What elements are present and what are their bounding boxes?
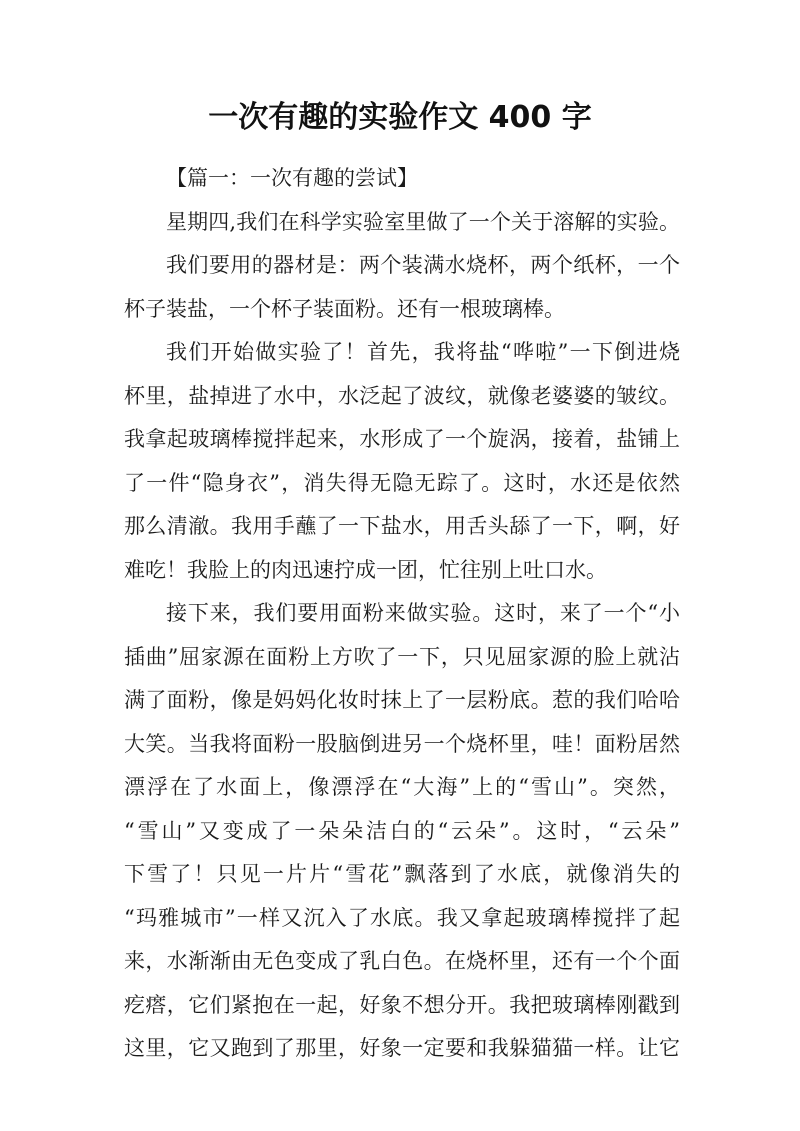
document-title: 一次有趣的实验作文 400 字 — [208, 100, 592, 135]
body-text-line: 下雪了！只见一片片“雪花”飘落到了水底，就像消失的 — [124, 862, 680, 886]
body-text-line: 我们开始做实验了！首先，我将盐“哗啦”一下倒进烧 — [166, 340, 680, 364]
body-text-line: 疙瘩，它们紧抱在一起，好象不想分开。我把玻璃棒刚戳到 — [124, 992, 680, 1017]
body-text-line: 我拿起玻璃棒搅拌起来，水形成了一个旋涡，接着，盐铺上 — [124, 427, 680, 451]
body-text-line: 星期四,我们在科学实验室里做了一个关于溶解的实验。 — [166, 209, 680, 234]
body-text-line: 难吃！我脸上的肉迅速拧成一团，忙往别上吐口水。 — [124, 557, 607, 582]
body-text-line: 杯子装盐，一个杯子装面粉。还有一根玻璃棒。 — [124, 296, 565, 321]
section-heading: 【篇一：一次有趣的尝试】 — [166, 166, 418, 190]
body-text-line: 大笑。当我将面粉一股脑倒进另一个烧杯里，哇！面粉居然 — [124, 731, 680, 756]
body-text-line: 接下来，我们要用面粉来做实验。这时，来了一个“小 — [166, 601, 680, 625]
body-text-line: 了一件“隐身衣”，消失得无隐无踪了。这时，水还是依然 — [124, 470, 680, 495]
body-text-line: 来，水渐渐由无色变成了乳白色。在烧杯里，还有一个个面 — [124, 949, 680, 973]
body-text-line: 插曲”屈家源在面粉上方吹了一下，只见屈家源的脸上就沾 — [124, 644, 680, 669]
body-text-line: 杯里，盐掉进了水中，水泛起了波纹，就像老婆婆的皱纹。 — [124, 383, 680, 408]
body-text-line: 那么清澈。我用手蘸了一下盐水，用舌头舔了一下，啊，好 — [124, 514, 680, 538]
body-text-line: 满了面粉，像是妈妈化妆时抹上了一层粉底。惹的我们哈哈 — [124, 688, 680, 712]
body-text-line: 这里，它又跑到了那里，好象一定要和我躲猫猫一样。让它 — [124, 1036, 680, 1060]
body-text-line: 我们要用的器材是：两个装满水烧杯，两个纸杯，一个 — [166, 253, 680, 277]
body-text-line: 漂浮在了水面上，像漂浮在“大海”上的“雪山”。突然， — [124, 775, 680, 799]
body-text-line: “雪山”又变成了一朵朵洁白的“云朵”。这时，“云朵” — [124, 818, 680, 843]
document-body — [124, 157, 680, 1071]
body-text-line: “玛雅城市”一样又沉入了水底。我又拿起玻璃棒搅拌了起 — [124, 905, 680, 930]
